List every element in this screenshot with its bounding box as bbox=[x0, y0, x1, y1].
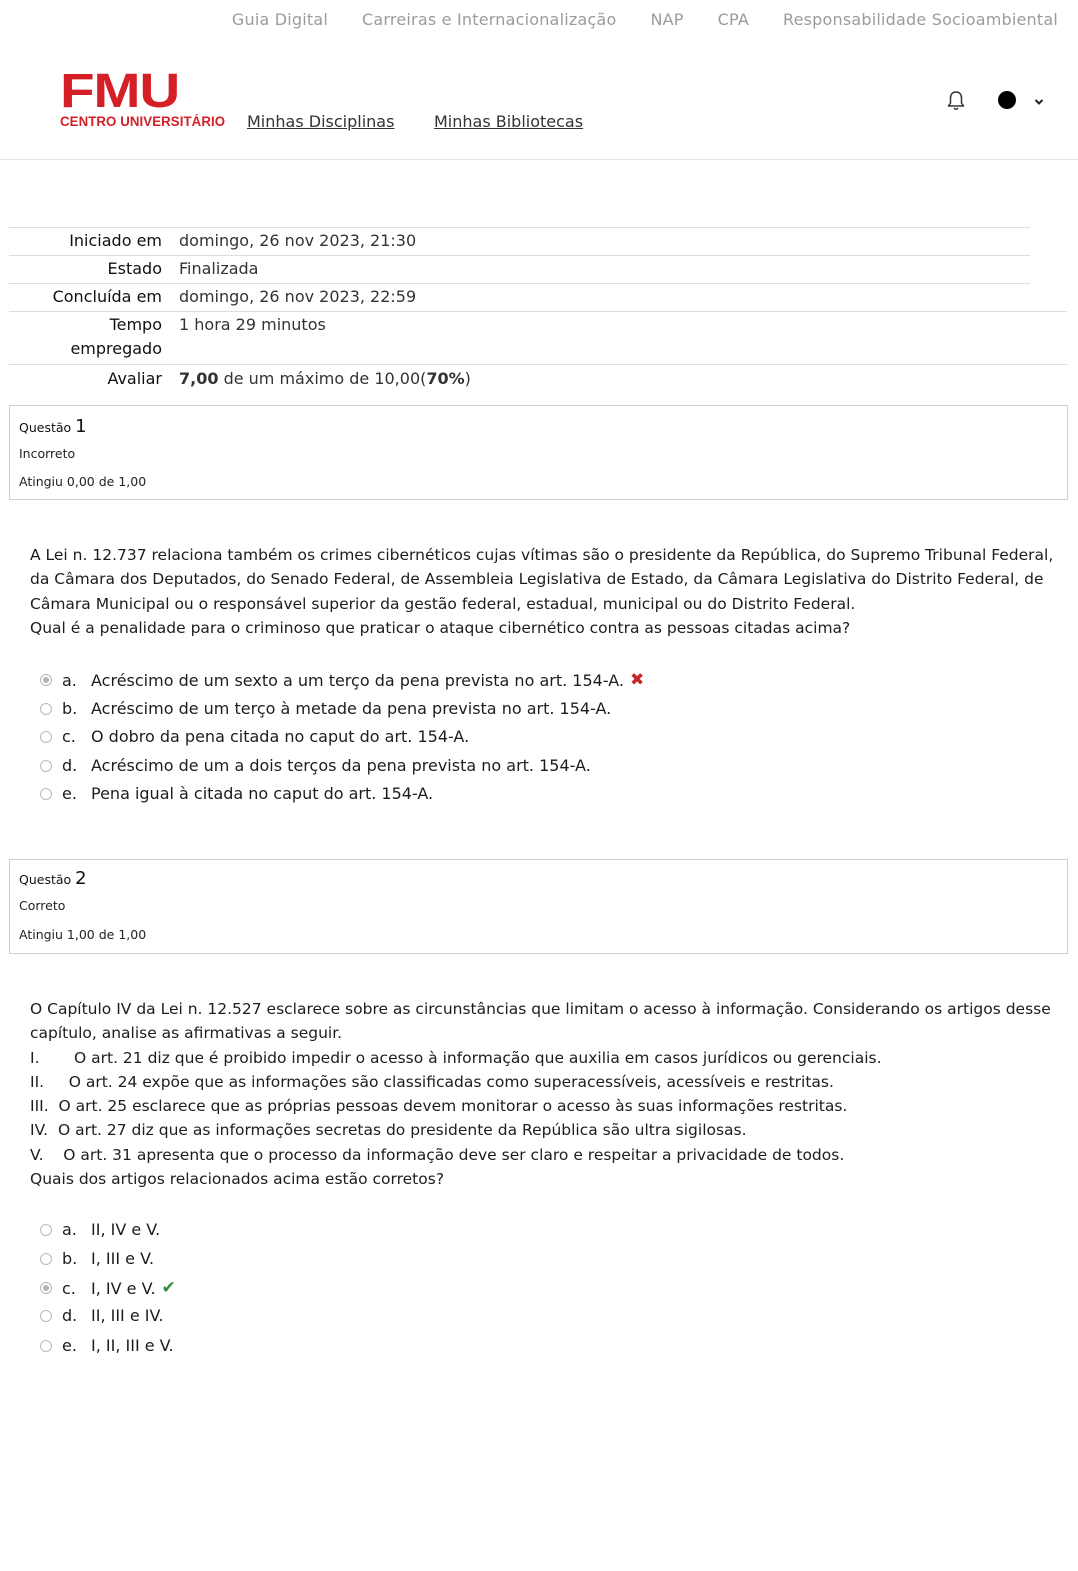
statement-i: I. O art. 21 diz que é proibido impedir o acesso à informação que auxilia em casos jurídicos ou gerenciais. bbox=[30, 1048, 882, 1067]
radio-button[interactable] bbox=[40, 1224, 52, 1236]
answer-option-a[interactable] bbox=[40, 670, 644, 690]
summary-label: Estado bbox=[107, 259, 162, 278]
incorrect-icon: ✖ bbox=[629, 670, 645, 690]
option-text: Acréscimo de um terço à metade da pena prevista no art. 154-A. bbox=[91, 699, 612, 718]
question-number: 1 bbox=[75, 416, 87, 437]
fmu-logo[interactable] bbox=[60, 65, 229, 129]
summary-label: Tempo bbox=[109, 315, 162, 334]
nav-minhas-disciplinas[interactable]: Minhas Disciplinas bbox=[247, 112, 395, 131]
radio-button[interactable] bbox=[40, 731, 52, 743]
option-text: I, II, III e V. bbox=[91, 1336, 174, 1355]
option-letter: c. bbox=[62, 1278, 76, 1298]
chevron-down-icon[interactable] bbox=[1033, 93, 1045, 112]
radio-button[interactable] bbox=[40, 1310, 52, 1322]
correct-check-icon: ✔ bbox=[161, 1278, 176, 1298]
logo-wordmark: FMU bbox=[60, 65, 180, 118]
question-info-1 bbox=[9, 405, 1068, 500]
summary-value bbox=[179, 369, 471, 388]
question-label: Questão bbox=[19, 420, 76, 435]
summary-value: domingo, 26 nov 2023, 21:30 bbox=[179, 231, 417, 250]
summary-label: Avaliar bbox=[107, 369, 162, 388]
score-value: 7,00 bbox=[179, 369, 219, 388]
question-status: Incorreto bbox=[19, 446, 76, 461]
option-text: I, III e V. bbox=[91, 1249, 155, 1268]
bell-icon[interactable] bbox=[946, 90, 966, 116]
top-link-nap[interactable]: NAP bbox=[650, 10, 684, 29]
top-link-carreiras[interactable]: Carreiras e Internacionalização bbox=[362, 10, 617, 29]
answer-option-d[interactable] bbox=[40, 1306, 163, 1325]
statement-ii: II. O art. 24 expõe que as informações são classificadas como superacessíveis, acessíveis e restritas. bbox=[30, 1072, 834, 1091]
logo-subtitle: CENTRO UNIVERSITÁRIO bbox=[60, 114, 226, 129]
answer-option-c[interactable] bbox=[40, 1278, 176, 1298]
summary-label: empregado bbox=[70, 339, 162, 358]
radio-button[interactable] bbox=[40, 674, 52, 686]
option-text: Acréscimo de um sexto a um terço da pena prevista no art. 154-A. bbox=[91, 670, 624, 690]
summary-row-avaliar bbox=[9, 364, 1067, 395]
option-letter: a. bbox=[62, 670, 77, 690]
statement-iii: III. O art. 25 esclarece que as próprias pessoas devem monitorar o acesso às suas informações restritas. bbox=[30, 1097, 848, 1116]
top-link-cpa[interactable]: CPA bbox=[717, 10, 749, 29]
question-number: 2 bbox=[75, 868, 87, 889]
option-text: Acréscimo de um a dois terços da pena prevista no art. 154-A. bbox=[91, 756, 591, 775]
option-text: II, III e IV. bbox=[91, 1306, 164, 1325]
question-status: Correto bbox=[19, 898, 66, 913]
radio-button[interactable] bbox=[40, 1253, 52, 1265]
summary-value: domingo, 26 nov 2023, 22:59 bbox=[179, 287, 417, 306]
score-text: de um máximo de 10,00( bbox=[218, 369, 427, 388]
summary-row-iniciado bbox=[9, 227, 1030, 255]
nav-minhas-bibliotecas[interactable]: Minhas Bibliotecas bbox=[434, 112, 584, 131]
answer-option-d[interactable] bbox=[40, 756, 591, 775]
summary-value: 1 hora 29 minutos bbox=[179, 315, 326, 334]
question-text-1 bbox=[30, 543, 1055, 640]
top-link-responsabilidade[interactable]: Responsabilidade Socioambiental bbox=[782, 10, 1058, 29]
radio-button[interactable] bbox=[40, 788, 52, 800]
question-title bbox=[19, 868, 87, 889]
question-paragraph: Quais dos artigos relacionados acima estão corretos? bbox=[30, 1170, 445, 1189]
option-letter: b. bbox=[62, 699, 78, 718]
option-text: O dobro da pena citada no caput do art. 154-A. bbox=[91, 727, 470, 746]
answer-option-b[interactable] bbox=[40, 1249, 154, 1268]
option-letter: a. bbox=[62, 1220, 77, 1239]
option-letter: b. bbox=[62, 1249, 78, 1268]
option-letter: d. bbox=[62, 1306, 78, 1325]
summary-row-tempo bbox=[9, 311, 1067, 364]
radio-button[interactable] bbox=[40, 1340, 52, 1352]
question-info-2 bbox=[9, 859, 1068, 954]
answer-option-a[interactable] bbox=[40, 1220, 160, 1239]
summary-row-estado bbox=[9, 255, 1030, 283]
option-letter: c. bbox=[62, 727, 76, 746]
answer-option-c[interactable] bbox=[40, 727, 469, 746]
top-link-guia-digital[interactable]: Guia Digital bbox=[231, 10, 329, 29]
answer-option-e[interactable] bbox=[40, 1336, 174, 1355]
question-label: Questão bbox=[19, 872, 76, 887]
score-percent: 70% bbox=[426, 369, 465, 388]
question-paragraph: A Lei n. 12.737 relaciona também os crimes cibernéticos cujas vítimas são o presidente da República, do Supremo Tribunal Federal, da Câmara dos Deputados, do Senado Federal, de Assembleia Legislativa de Estado, da Câmara Legislativa do Distrito Federal, de Câmara Municipal ou o responsável superior da gestão federal, estadual, municipal ou do Distrito Federal. bbox=[30, 546, 1054, 613]
top-links bbox=[232, 10, 1058, 29]
question-paragraph: Qual é a penalidade para o criminoso que praticar o ataque cibernético contra as pessoas citadas acima? bbox=[30, 618, 851, 637]
score-end: ) bbox=[464, 369, 471, 388]
question-text-2 bbox=[30, 997, 1055, 1191]
answer-option-b[interactable] bbox=[40, 699, 611, 718]
summary-label: Iniciado em bbox=[69, 231, 162, 250]
question-paragraph: O Capítulo IV da Lei n. 12.527 esclarece sobre as circunstâncias que limitam o acesso à informação. Considerando os artigos desse capítulo, analise as afirmativas a seguir. bbox=[30, 1000, 1051, 1043]
question-grade: Atingiu 1,00 de 1,00 bbox=[19, 927, 147, 942]
statement-iv: IV. O art. 27 diz que as informações secretas do presidente da República são ultra sigilosas. bbox=[30, 1121, 747, 1140]
statement-v: V. O art. 31 apresenta que o processo da informação deve ser claro e respeitar a privacidade de todos. bbox=[30, 1145, 845, 1164]
summary-label: Concluída em bbox=[52, 287, 162, 306]
option-text: I, IV e V. bbox=[91, 1278, 156, 1298]
option-letter: e. bbox=[62, 1336, 77, 1355]
avatar[interactable] bbox=[998, 91, 1016, 109]
question-title bbox=[19, 416, 87, 437]
header bbox=[0, 60, 1078, 160]
option-text: Pena igual à citada no caput do art. 154-A. bbox=[91, 784, 434, 803]
answer-option-e[interactable] bbox=[40, 784, 433, 803]
radio-button[interactable] bbox=[40, 1282, 52, 1294]
question-grade: Atingiu 0,00 de 1,00 bbox=[19, 474, 147, 489]
summary-row-concluida bbox=[9, 283, 1030, 311]
option-text: II, IV e V. bbox=[91, 1220, 161, 1239]
option-letter: e. bbox=[62, 784, 77, 803]
radio-button[interactable] bbox=[40, 703, 52, 715]
summary-value: Finalizada bbox=[179, 259, 259, 278]
attempt-summary bbox=[9, 227, 1067, 395]
radio-button[interactable] bbox=[40, 760, 52, 772]
option-letter: d. bbox=[62, 756, 78, 775]
